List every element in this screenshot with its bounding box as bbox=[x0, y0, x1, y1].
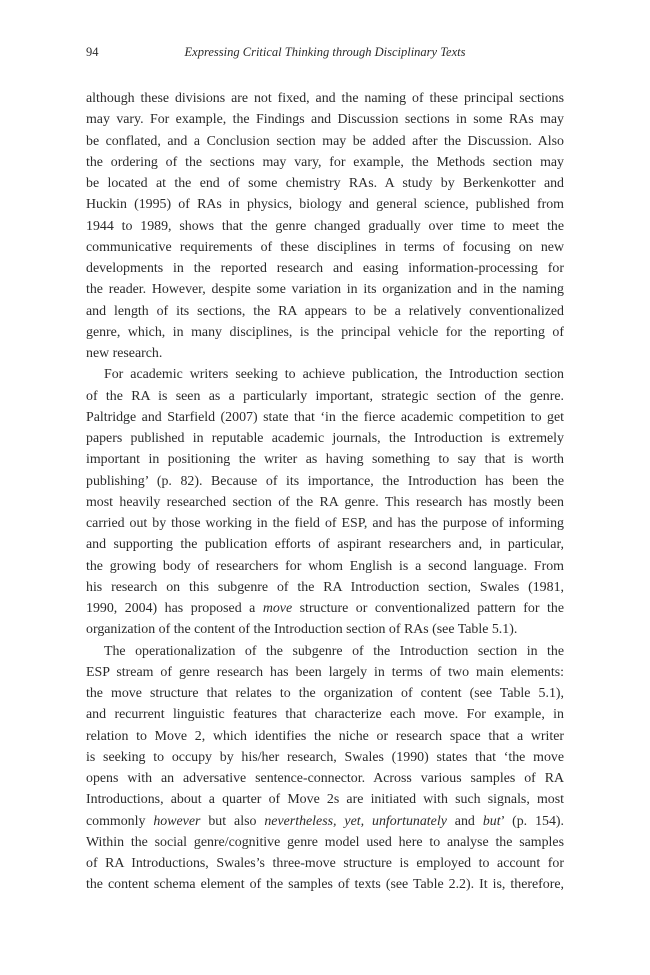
text-line: communicative requirements of these disciplines in terms of focusing on new bbox=[86, 239, 564, 255]
running-title: Expressing Critical Thinking through Disciplinary Texts bbox=[184, 45, 466, 59]
text-line: genre, which, in many disciplines, is the principal vehicle for the reporting of bbox=[86, 324, 564, 340]
text-line: be conflated, and a Conclusion section may be added after the Discussion. Also bbox=[86, 133, 564, 149]
text-line: The operationalization of the subgenre of the Introduction section in the bbox=[104, 643, 564, 659]
text-line: carried out by those working in the field of ESP, and has the purpose of informing bbox=[86, 516, 564, 531]
page-number: 94 bbox=[86, 45, 99, 59]
text-line: and supporting the publication efforts of aspirant researchers and, in particular, bbox=[86, 537, 564, 553]
text-line: of the RA is seen as a particularly important, strategic section of the genre. bbox=[86, 388, 564, 404]
text-line: of RA Introductions, Swales’s three-move structure is employed to account for bbox=[86, 856, 564, 871]
text-line: relation to Move 2, which identifies the niche or research space that a writer bbox=[86, 728, 564, 744]
text-line: important in positioning the writer as having something to say that is worth bbox=[86, 452, 564, 468]
text-line: commonly however but also nevertheless, yet, unfortunately and but’ (p. 154). bbox=[86, 813, 564, 829]
text-line: the content schema element of the samples of texts (see Table 2.2). It is, therefore, bbox=[86, 877, 564, 893]
text-line: ESP stream of genre research has been largely in terms of two main elements: bbox=[86, 664, 564, 680]
text-line: the growing body of researchers for whom English is a second language. From bbox=[86, 558, 564, 574]
text-line: and recurrent linguistic features that characterize each move. For example, in bbox=[86, 707, 564, 723]
text-line: opens with an adversative sentence-connector. Across various samples of RA bbox=[86, 771, 564, 786]
text-line: the reader. However, despite some variation in its organization and in the naming bbox=[86, 282, 564, 298]
text-line: Huckin (1995) of RAs in physics, biology and general science, published from bbox=[86, 197, 564, 213]
text-line: be located at the end of some chemistry RAs. A study by Berkenkotter and bbox=[86, 176, 564, 191]
text-line: may vary. For example, the Findings and Discussion sections in some RAs may bbox=[86, 112, 564, 128]
text-line: Introductions, about a quarter of Move 2s are initiated with such signals, most bbox=[86, 792, 564, 808]
text-line: the move structure that relates to the organization of content (see Table 5.1), bbox=[86, 686, 564, 701]
text-line: his research on this subgenre of the RA Introduction section, Swales (1981, bbox=[86, 579, 564, 595]
text-line: Paltridge and Starfield (2007) state that ‘in the fierce academic competition to get bbox=[86, 409, 564, 425]
text-line: and length of its sections, the RA appears to be a relatively conventionalized bbox=[86, 303, 564, 319]
text-line: For academic writers seeking to achieve publication, the Introduction section bbox=[104, 367, 564, 383]
text-line: the ordering of the sections may vary, for example, the Methods section may bbox=[86, 154, 564, 170]
text-line: developments in the reported research and easing information-processing for bbox=[86, 261, 564, 276]
text-line: Within the social genre/cognitive genre model used here to analyse the samples bbox=[86, 834, 564, 850]
text-line: 1990, 2004) has proposed a move structure or conventionalized pattern for the bbox=[86, 601, 564, 616]
text-line: papers published in reputable academic journals, the Introduction is extremely bbox=[86, 431, 564, 446]
text-line: new research. bbox=[86, 346, 163, 361]
text-line: although these divisions are not fixed, and the naming of these principal sections bbox=[86, 91, 564, 106]
text-line: most heavily researched section of the RA genre. This research has mostly been bbox=[86, 494, 564, 510]
text-line: publishing’ (p. 82). Because of its importance, the Introduction has been the bbox=[86, 473, 564, 489]
text-line: 1944 to 1989, shows that the genre changed gradually over time to meet the bbox=[86, 218, 564, 234]
text-line: is seeking to occupy by his/her research, Swales (1990) states that ‘the move bbox=[86, 749, 564, 765]
body-text bbox=[86, 88, 564, 896]
text-line: organization of the content of the Introduction section of RAs (see Table 5.1). bbox=[86, 622, 518, 638]
